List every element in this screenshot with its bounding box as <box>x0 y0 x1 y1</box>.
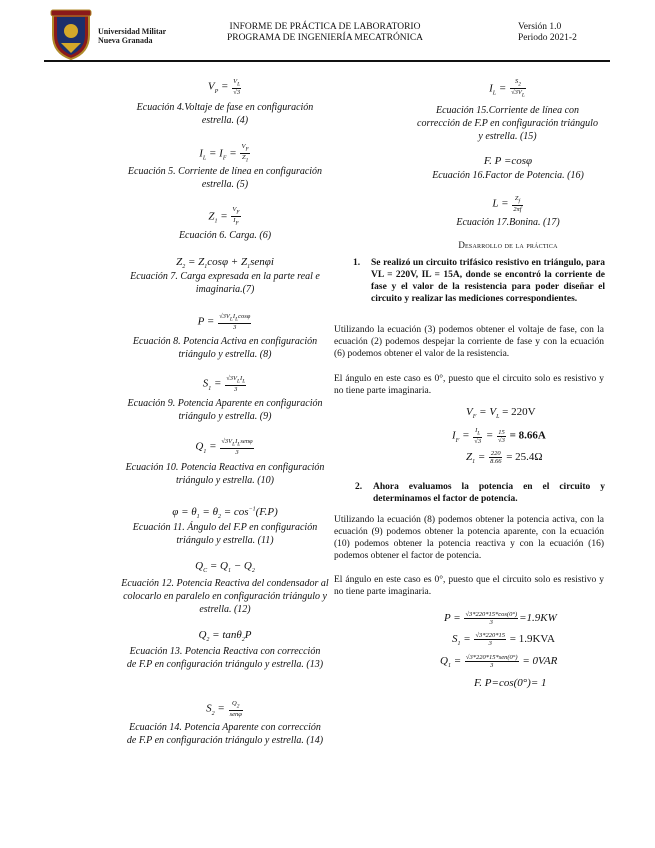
equation-6: $Z_1$ = $\frac{V_F}{I_F}$ <box>208 206 240 227</box>
calc-fp: F. P=cos(0°)= 1 <box>474 677 547 689</box>
equation-5: $I_L = I_F$ = $\frac{V_F}{Z_1}$ <box>199 143 249 164</box>
equation-16-caption: Ecuación 16.Factor de Potencia. (16) <box>432 170 584 181</box>
university-logo <box>47 9 95 61</box>
paragraph-1: Utilizando la ecuación (3) podemos obtener el voltaje de fase, con la ecuación (2) podemos despejar la corriente de fase y con la ecuación (6) podemos obtener el valor de la resistencia. <box>334 325 604 359</box>
calc-q-result: = 0VAR <box>522 655 558 668</box>
university-line2: Nueva Granada <box>98 36 153 45</box>
header-divider <box>44 60 610 62</box>
period-label: Periodo 2021-2 <box>518 33 577 43</box>
calc-s-result: = 1.9KVA <box>509 633 555 646</box>
title-line2: PROGRAMA DE INGENIERÍA MECATRÓNICA <box>226 33 424 43</box>
equation-4-caption: Ecuación 4.Voltaje de fase en configuración estrella. (4) <box>136 102 314 126</box>
equation-10-caption: Ecuación 10. Potencia Reactiva en configuración triángulo y estrella. (10) <box>125 462 325 486</box>
calc-q: $Q_1$ = $\frac{\text{√3*220*15*sen(0°)}}{3}$ = 0VAR <box>440 654 558 670</box>
calc-ip: $I_F$ = $\frac{I_L}{√3}$ = $\frac{15}{√3}$ = 8.66A <box>452 427 546 446</box>
equation-7: $Z_2 = Z_1\cos\varphi + Z_1sen\varphi i$ <box>176 256 274 271</box>
equation-4: $V_P$ = $\frac{V_L}{√3}$ <box>207 78 241 97</box>
equation-9: $S_1$ = $\frac{√3V_LI_L}{3}$ <box>202 375 246 394</box>
equation-11-caption: Ecuación 11. Ángulo del F.P en configuración triángulo y estrella. (11) <box>132 522 318 546</box>
university-name <box>98 27 166 45</box>
paragraph-3: Utilizando la ecuación (8) podemos obtener la potencia activa, con la ecuación (9) podemos obtener la potencia aparente, con la ecuación (10) podemos obtener la potencia reactiva y con la ecuación (16) podemos obtener el factor de potencia. <box>334 515 604 561</box>
equation-16: F. P =cosφ <box>483 155 533 167</box>
equation-14-caption: Ecuación 14. Potencia Aparente con corrección de F.P en configuración triángulo y estrella. (14) <box>126 722 324 746</box>
university-line1: Universidad Militar <box>98 27 167 36</box>
calc-z-result: = 25.4Ω <box>506 451 543 464</box>
equation-5-caption: Ecuación 5. Corriente de línea en configuración estrella. (5) <box>127 166 323 190</box>
equation-15-caption: Ecuación 15.Corriente de línea con corrección de F.P en configuración triángulo y estrella. (15) <box>417 105 598 142</box>
calc-z: $Z_1$ = $\frac{220}{8.66}$ = 25.4Ω <box>466 450 543 466</box>
equation-14: $S_2$ = $\frac{Q_2}{\text{senφ}}$ <box>206 700 242 719</box>
item-1-number: 1. <box>353 258 361 268</box>
calc-vp: $V_F = V_L = 220V$ <box>466 406 536 421</box>
item-2-number: 2. <box>355 482 363 492</box>
version-label: Versión 1.0 <box>518 22 562 32</box>
version-block <box>518 22 598 44</box>
equation-12-caption: Ecuación 12. Potencia Reactiva del condensador al colocarlo en paralelo en configuración triángulo y estrella. (12) <box>121 578 329 615</box>
equation-17-caption: Ecuación 17.Bonina. (17) <box>456 217 560 228</box>
equation-17: L = $\frac{Z_f}{2\pi f}$ <box>492 195 522 214</box>
paragraph-4: El ángulo en este caso es 0°, puesto que el circuito solo es resistivo y no tiene parte imaginaria. <box>334 575 604 597</box>
calc-s: $S_1$ = $\frac{√3*220*15}{3}$ = 1.9KVA <box>452 632 555 648</box>
calc-ip-result: = 8.66A <box>509 429 546 442</box>
equation-11: $\varphi = \theta_1 = \theta_2 = \cos^{-1}(F.P)$ <box>172 506 278 521</box>
item-1-text: Se realizó un circuito trifásico resistivo en triángulo, para VL = 220V, IL = 15A, donde se encontró la corriente de fase y el valor de la resistencia para poder diseñar el circuito y realizar las mediciones correspondientes. <box>371 258 605 304</box>
equation-8-caption: Ecuación 8. Potencia Activa en configuración triángulo y estrella. (8) <box>132 336 318 360</box>
equation-13-caption: Ecuación 13. Potencia Reactiva con corrección de F.P en configuración triángulo y estrella. (13) <box>126 646 324 670</box>
equation-9-caption: Ecuación 9. Potencia Aparente en configuración triángulo y estrella. (9) <box>127 398 323 422</box>
equation-6-caption: Ecuación 6. Carga. (6) <box>178 230 272 241</box>
shield-icon <box>47 9 95 61</box>
calc-p: P = $\frac{√3*220*15*\cos(0^\circ)}{3}$ =1.9KW <box>444 611 557 626</box>
calc-vp-result: = 220V <box>502 406 536 418</box>
equation-10: $Q_1$ = $\frac{√3V_LI_Lsen\varphi}{3}$ <box>195 438 253 457</box>
section-title: Desarrollo de la práctica <box>458 240 558 250</box>
document-title <box>200 22 450 44</box>
title-line1: INFORME DE PRÁCTICA DE LABORATORIO <box>229 22 421 32</box>
equation-12: $Q_C = Q_1 - Q_2$ <box>195 560 255 575</box>
paragraph-2: El ángulo en este caso es 0°, puesto que el circuito solo es resistivo y no tiene parte imaginaria. <box>334 374 604 396</box>
equation-8: P = $\frac{√3V_LI_L\cos\varphi}{3}$ <box>197 313 251 332</box>
equation-15: $I_L$ = $\frac{S_2}{√3V_L}$ <box>489 78 525 99</box>
calc-p-result: =1.9KW <box>519 612 557 625</box>
equation-7-caption: Ecuación 7. Carga expresada en la parte real e imaginaria.(7) <box>130 271 320 295</box>
equation-13: $Q_2 = \tan\theta_2P$ <box>198 629 252 644</box>
item-2-text: Ahora evaluamos la potencia en el circuito y determinamos el factor de potencia. <box>373 482 605 504</box>
